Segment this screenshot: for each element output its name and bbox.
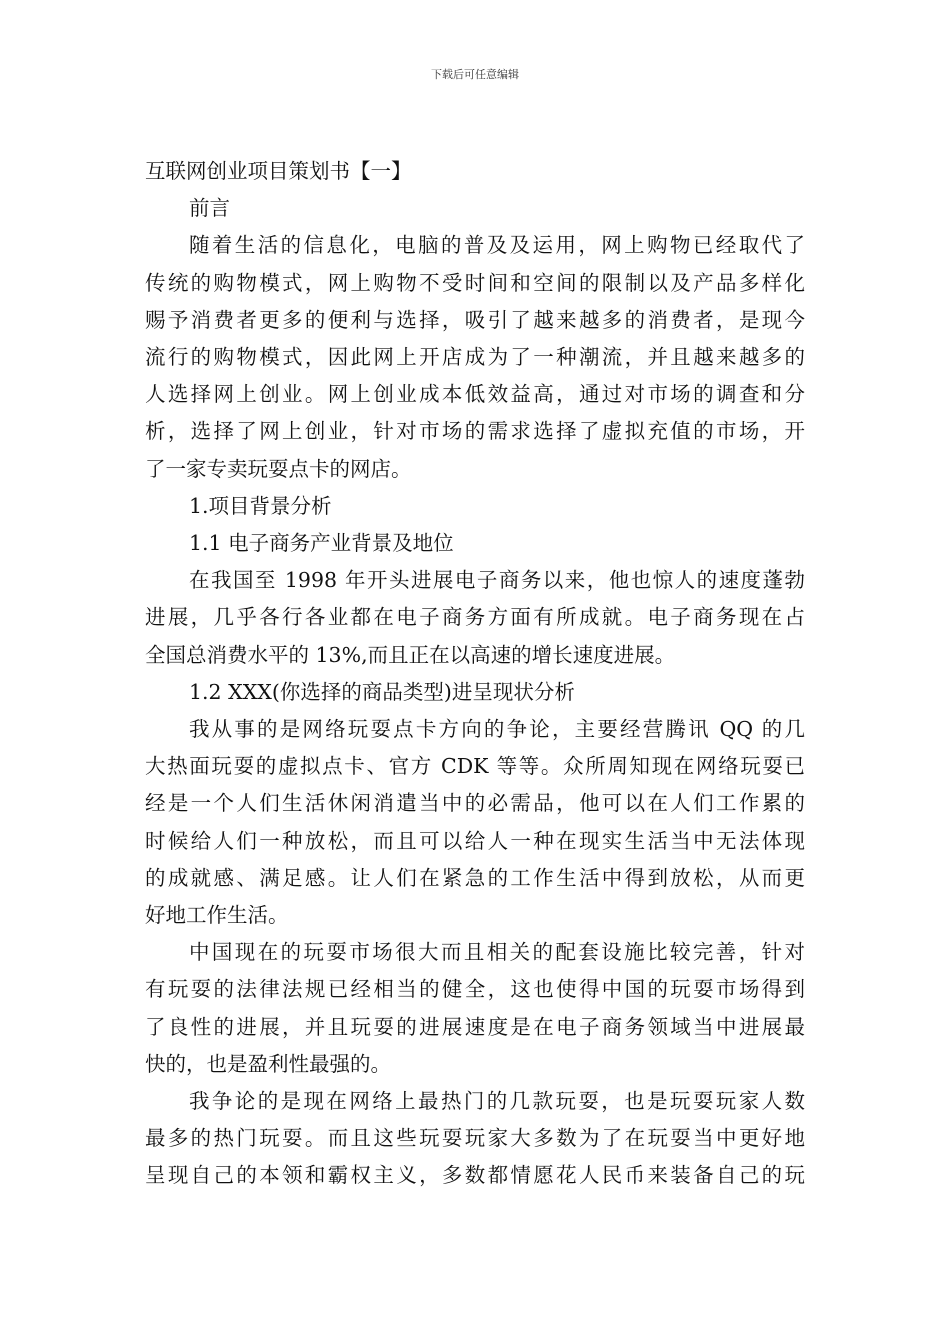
paragraph-line: 时候给人们一种放松，而且可以给人一种在现实生活当中无法体现	[145, 828, 805, 853]
paragraph-current-status	[145, 711, 805, 934]
paragraph-industry-background	[145, 562, 805, 674]
paragraph-line: 全国总消费水平的 13%,而且正在以高速的增长速度进展。	[145, 642, 676, 667]
paragraph-line: 析，选择了网上创业，针对市场的需求选择了虚拟充值的市场，开	[145, 419, 805, 444]
paragraph-line: 大热面玩耍的虚拟点卡、官方 CDK 等等。众所周知现在网络玩耍已	[145, 754, 805, 779]
paragraph-line: 流行的购物模式，因此网上开店成为了一种潮流，并且越来越多的	[145, 345, 805, 370]
document-title: 互联网创业项目策划书【一】	[145, 159, 412, 183]
document-body	[145, 153, 805, 1195]
section-heading-preface: 前言	[189, 196, 230, 221]
paragraph-line: 好地工作生活。	[145, 903, 289, 928]
paragraph-game-market	[145, 934, 805, 1083]
section-heading-1: 1.项目背景分析	[189, 493, 332, 518]
section-heading-1-2: 1.2 XXX(你选择的商品类型)进呈现状分析	[189, 679, 575, 704]
paragraph-line: 人选择网上创业。网上创业成本低效益高，通过对市场的调查和分	[145, 382, 805, 407]
section-heading-1-1: 1.1 电子商务产业背景及地位	[189, 531, 454, 556]
paragraph-hot-games	[145, 1083, 805, 1195]
paragraph-line: 我争论的是现在网络上最热门的几款玩耍，也是玩耍玩家人数	[189, 1089, 805, 1114]
paragraph-line: 我从事的是网络玩耍点卡方向的争论，主要经营腾讯 QQ 的几	[189, 717, 805, 742]
paragraph-line: 进展，几乎各行各业都在电子商务方面有所成就。电子商务现在占	[145, 605, 805, 630]
paragraph-line: 了良性的进展，并且玩耍的进展速度是在电子商务领域当中进展最	[145, 1014, 805, 1039]
paragraph-line: 的成就感、满足感。让人们在紧急的工作生活中得到放松，从而更	[145, 865, 805, 890]
paragraph-line: 在我国至 1998 年开头进展电子商务以来，他也惊人的速度蓬勃	[189, 568, 805, 593]
paragraph-line: 呈现自己的本领和霸权主义，多数都情愿花人民币来装备自己的玩	[145, 1163, 805, 1188]
paragraph-line: 最多的热门玩耍。而且这些玩耍玩家大多数为了在玩耍当中更好地	[145, 1126, 805, 1151]
header-note: 下载后可任意编辑	[431, 68, 519, 81]
paragraph-line: 随着生活的信息化，电脑的普及及运用，网上购物已经取代了	[189, 233, 805, 258]
paragraph-line: 中国现在的玩耍市场很大而且相关的配套设施比较完善，针对	[189, 940, 805, 965]
paragraph-line: 了一家专卖玩耍点卡的网店。	[145, 456, 412, 481]
paragraph-preface	[145, 227, 805, 487]
paragraph-line: 传统的购物模式，网上购物不受时间和空间的限制以及产品多样化	[145, 270, 805, 295]
paragraph-line: 经是一个人们生活休闲消遣当中的必需品，他可以在人们工作累的	[145, 791, 805, 816]
paragraph-line: 有玩耍的法律法规已经相当的健全，这也使得中国的玩耍市场得到	[145, 977, 805, 1002]
paragraph-line: 快的，也是盈利性最强的。	[145, 1051, 391, 1076]
paragraph-line: 赐予消费者更多的便利与选择，吸引了越来越多的消费者，是现今	[145, 307, 805, 332]
